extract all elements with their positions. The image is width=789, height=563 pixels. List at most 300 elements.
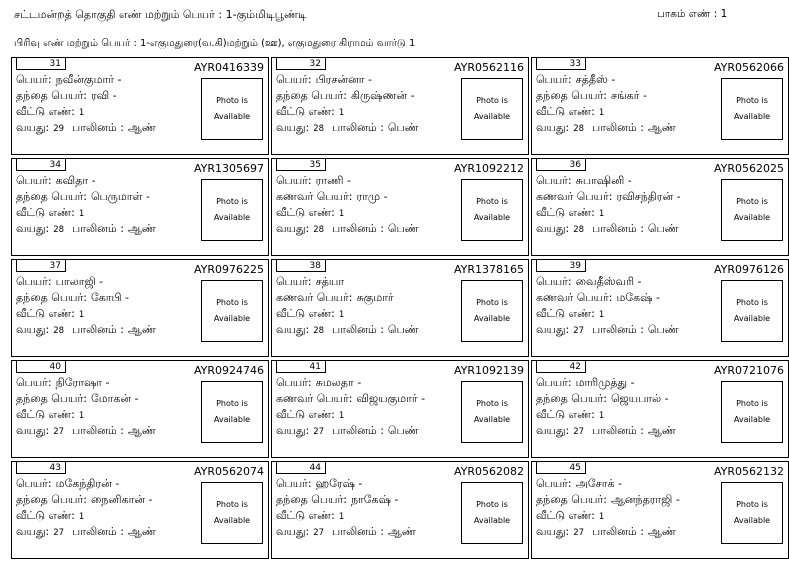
age-gender-line xyxy=(536,121,676,136)
voter-name: அசோக் - xyxy=(575,477,623,490)
epic-number: AYR0416339 xyxy=(193,61,264,74)
epic-number: AYR0562082 xyxy=(453,465,524,478)
name-label: பெயர்: xyxy=(536,376,572,389)
epic-number: AYR0562074 xyxy=(193,465,264,478)
name-line xyxy=(536,477,622,492)
age-gender-line xyxy=(16,121,156,136)
relation-name: ஜெயபால் - xyxy=(610,392,669,405)
voter-name: சுபாஷினி - xyxy=(575,174,632,187)
epic-number: AYR1092139 xyxy=(453,364,524,377)
gender-label: பாலினம் : xyxy=(592,424,644,437)
photo-text-1: Photo is xyxy=(216,298,248,307)
house-label: வீட்டு எண்: xyxy=(536,206,595,219)
house-number: 1 xyxy=(338,512,345,522)
house-number: 1 xyxy=(338,310,345,320)
serial-number: 36 xyxy=(536,159,586,171)
photo-text-1: Photo is xyxy=(476,197,508,206)
photo-text-2: Available xyxy=(213,213,251,222)
age-label: வயது: xyxy=(16,323,50,336)
serial-number: 43 xyxy=(16,462,66,474)
relation-name: நைனிகான் - xyxy=(90,493,153,506)
gender-value: ஆண் xyxy=(647,424,676,437)
photo-text-2: Available xyxy=(733,516,771,525)
house-number: 1 xyxy=(598,209,605,219)
gender-label: பாலினம் : xyxy=(72,121,124,134)
relation-name: மோகன் - xyxy=(90,392,139,405)
voter-card xyxy=(11,158,269,256)
house-label: வீட்டு எண்: xyxy=(536,408,595,421)
gender-value: பெண் xyxy=(647,222,679,235)
voter-card xyxy=(271,461,529,559)
serial-number: 40 xyxy=(16,361,66,373)
relation-name: கோபி - xyxy=(90,291,130,304)
epic-number: AYR1305697 xyxy=(193,162,264,175)
relation-name: ரவிசந்திரன் - xyxy=(616,190,681,203)
house-number: 1 xyxy=(598,310,605,320)
age-gender-line xyxy=(276,424,419,439)
age-gender-line xyxy=(276,323,419,338)
serial-number: 31 xyxy=(16,58,66,70)
serial-number: 38 xyxy=(276,260,326,272)
gender-label: பாலினம் : xyxy=(332,424,384,437)
house-label: வீட்டு எண்: xyxy=(16,408,75,421)
age-value: 27 xyxy=(53,528,65,538)
epic-number: AYR0721076 xyxy=(713,364,784,377)
relation-name: ஆனந்தராஜி - xyxy=(610,493,680,506)
gender-label: பாலினம் : xyxy=(72,222,124,235)
relation-label: தந்தை பெயர்: xyxy=(536,392,607,405)
gender-label: பாலினம் : xyxy=(332,525,384,538)
house-label: வீட்டு எண்: xyxy=(276,509,335,522)
section-value: 1-எகுமதுரை(வ.கி)மற்றும் (ஊ), எகுமதுரை கிராமம் வார்டு 1 xyxy=(140,38,416,49)
photo-text-2: Available xyxy=(733,314,771,323)
voter-card xyxy=(531,461,789,559)
name-label: பெயர்: xyxy=(276,477,312,490)
gender-value: ஆண் xyxy=(387,525,416,538)
photo-text-1: Photo is xyxy=(216,399,248,408)
name-line xyxy=(276,376,361,391)
house-label: வீட்டு எண்: xyxy=(16,105,75,118)
voter-card xyxy=(271,57,529,155)
house-label: வீட்டு எண்: xyxy=(276,307,335,320)
voter-card xyxy=(531,259,789,357)
photo-text-2: Available xyxy=(213,516,251,525)
photo-text-2: Available xyxy=(213,112,251,121)
relation-label: தந்தை பெயர்: xyxy=(16,392,87,405)
relation-name: பெருமாள் - xyxy=(90,190,150,203)
relation-line xyxy=(276,291,394,306)
house-number: 1 xyxy=(78,512,85,522)
photo-text-1: Photo is xyxy=(736,298,768,307)
name-label: பெயர்: xyxy=(276,174,312,187)
voter-name: பாலாஜி - xyxy=(55,275,104,288)
voter-card xyxy=(271,259,529,357)
relation-name: சங்கர் - xyxy=(610,89,647,102)
relation-line xyxy=(16,190,150,205)
house-line xyxy=(16,509,84,524)
name-label: பெயர்: xyxy=(276,376,312,389)
epic-number: AYR0976225 xyxy=(193,263,264,276)
name-label: பெயர்: xyxy=(276,73,312,86)
photo-placeholder xyxy=(201,179,263,241)
gender-label: பாலினம் : xyxy=(332,222,384,235)
house-label: வீட்டு எண்: xyxy=(276,206,335,219)
gender-label: பாலினம் : xyxy=(592,121,644,134)
voter-grid xyxy=(11,57,788,563)
relation-name: கிருஷ்ணன் - xyxy=(350,89,415,102)
photo-text-2: Available xyxy=(733,112,771,121)
photo-text-1: Photo is xyxy=(736,96,768,105)
age-label: வயது: xyxy=(276,121,310,134)
gender-label: பாலினம் : xyxy=(592,222,644,235)
photo-placeholder xyxy=(201,78,263,140)
relation-name: நாகேஷ் - xyxy=(350,493,399,506)
gender-value: ஆண் xyxy=(127,121,156,134)
relation-label: தந்தை பெயர்: xyxy=(536,89,607,102)
section-sep: : xyxy=(133,38,137,49)
house-line xyxy=(536,105,604,120)
age-value: 27 xyxy=(53,427,65,437)
gender-label: பாலினம் : xyxy=(592,525,644,538)
age-value: 28 xyxy=(53,326,65,336)
voter-name: நிரோஷா - xyxy=(55,376,110,389)
relation-line xyxy=(16,493,152,508)
house-number: 1 xyxy=(338,209,345,219)
photo-placeholder xyxy=(461,78,523,140)
relation-label: தந்தை பெயர்: xyxy=(16,190,87,203)
gender-value: ஆண் xyxy=(127,525,156,538)
name-line xyxy=(536,376,635,391)
voter-name: மகேந்திரன் - xyxy=(55,477,120,490)
serial-number: 34 xyxy=(16,159,66,171)
name-label: பெயர்: xyxy=(16,376,52,389)
gender-label: பாலினம் : xyxy=(592,323,644,336)
photo-text-2: Available xyxy=(473,314,511,323)
age-value: 29 xyxy=(53,124,65,134)
house-line xyxy=(536,509,604,524)
relation-line xyxy=(16,89,117,104)
voter-name: பிரசன்னா - xyxy=(315,73,372,86)
age-label: வயது: xyxy=(536,525,570,538)
voter-name: ஹரேஷ் - xyxy=(315,477,363,490)
name-line xyxy=(16,376,110,391)
age-value: 27 xyxy=(313,528,325,538)
serial-number: 44 xyxy=(276,462,326,474)
epic-number: AYR0562066 xyxy=(713,61,784,74)
age-gender-line xyxy=(276,121,419,136)
voter-card xyxy=(271,360,529,458)
epic-number: AYR1092212 xyxy=(453,162,524,175)
photo-text-1: Photo is xyxy=(736,399,768,408)
serial-number: 39 xyxy=(536,260,586,272)
photo-placeholder xyxy=(201,381,263,443)
photo-text-2: Available xyxy=(213,314,251,323)
age-value: 27 xyxy=(573,326,585,336)
voter-name: நவீன்குமார் - xyxy=(55,73,122,86)
relation-name: ரவி - xyxy=(90,89,117,102)
relation-name: விஜயகுமார் - xyxy=(356,392,426,405)
photo-text-2: Available xyxy=(213,415,251,424)
house-number: 1 xyxy=(78,411,85,421)
relation-line xyxy=(536,190,681,205)
constituency-label: சட்டமன்றத் தொகுதி எண் மற்றும் பெயர் xyxy=(14,8,215,21)
photo-text-1: Photo is xyxy=(736,500,768,509)
house-line xyxy=(536,408,604,423)
photo-placeholder xyxy=(461,381,523,443)
house-line xyxy=(276,408,344,423)
part-sep: : xyxy=(713,8,718,20)
photo-text-1: Photo is xyxy=(476,298,508,307)
photo-text-1: Photo is xyxy=(476,399,508,408)
part-header xyxy=(657,8,727,21)
voter-card xyxy=(271,158,529,256)
voter-card xyxy=(531,158,789,256)
relation-label: தந்தை பெயர்: xyxy=(16,291,87,304)
relation-line xyxy=(536,89,647,104)
house-label: வீட்டு எண்: xyxy=(536,509,595,522)
age-gender-line xyxy=(536,525,676,540)
voter-card xyxy=(11,461,269,559)
house-line xyxy=(276,307,344,322)
age-gender-line xyxy=(536,424,676,439)
house-line xyxy=(16,105,84,120)
gender-value: பெண் xyxy=(647,323,679,336)
relation-line xyxy=(276,493,398,508)
photo-placeholder xyxy=(721,78,783,140)
house-line xyxy=(16,206,84,221)
house-number: 1 xyxy=(598,512,605,522)
relation-label: கணவர் பெயர்: xyxy=(276,291,353,304)
gender-label: பாலினம் : xyxy=(72,424,124,437)
age-value: 28 xyxy=(313,326,325,336)
name-line xyxy=(536,275,641,290)
age-label: வயது: xyxy=(276,222,310,235)
photo-text-1: Photo is xyxy=(476,500,508,509)
voter-card xyxy=(531,57,789,155)
house-label: வீட்டு எண்: xyxy=(276,105,335,118)
serial-number: 42 xyxy=(536,361,586,373)
house-number: 1 xyxy=(78,310,85,320)
photo-text-1: Photo is xyxy=(216,96,248,105)
house-line xyxy=(536,206,604,221)
photo-text-2: Available xyxy=(473,213,511,222)
age-gender-line xyxy=(16,525,156,540)
section-header xyxy=(14,38,415,50)
gender-label: பாலினம் : xyxy=(72,525,124,538)
house-number: 1 xyxy=(598,108,605,118)
epic-number: AYR0562025 xyxy=(713,162,784,175)
age-value: 27 xyxy=(573,427,585,437)
relation-line xyxy=(536,392,669,407)
age-value: 28 xyxy=(313,225,325,235)
photo-text-1: Photo is xyxy=(216,500,248,509)
house-number: 1 xyxy=(338,108,345,118)
gender-value: ஆண் xyxy=(127,424,156,437)
house-number: 1 xyxy=(338,411,345,421)
age-label: வயது: xyxy=(536,121,570,134)
house-line xyxy=(276,509,344,524)
age-value: 28 xyxy=(573,124,585,134)
photo-placeholder xyxy=(461,280,523,342)
relation-label: கணவர் பெயர்: xyxy=(536,291,613,304)
age-label: வயது: xyxy=(16,424,50,437)
photo-text-2: Available xyxy=(473,415,511,424)
age-value: 28 xyxy=(53,225,65,235)
voter-card xyxy=(11,259,269,357)
age-label: வயது: xyxy=(16,222,50,235)
name-line xyxy=(276,477,362,492)
epic-number: AYR1378165 xyxy=(453,263,524,276)
epic-number: AYR0976126 xyxy=(713,263,784,276)
house-label: வீட்டு எண்: xyxy=(16,307,75,320)
gender-value: பெண் xyxy=(387,121,419,134)
gender-value: பெண் xyxy=(387,424,419,437)
name-line xyxy=(16,174,96,189)
name-label: பெயர்: xyxy=(536,275,572,288)
age-label: வயது: xyxy=(16,121,50,134)
epic-number: AYR0562132 xyxy=(713,465,784,478)
serial-number: 33 xyxy=(536,58,586,70)
name-line xyxy=(276,275,344,290)
photo-text-1: Photo is xyxy=(216,197,248,206)
relation-label: தந்தை பெயர்: xyxy=(536,493,607,506)
voter-card xyxy=(531,360,789,458)
gender-value: ஆண் xyxy=(127,222,156,235)
age-gender-line xyxy=(276,525,416,540)
gender-value: ஆண் xyxy=(647,525,676,538)
gender-label: பாலினம் : xyxy=(332,323,384,336)
age-gender-line xyxy=(276,222,419,237)
age-label: வயது: xyxy=(276,525,310,538)
voter-name: சத்யா xyxy=(315,275,345,288)
house-line xyxy=(16,408,84,423)
photo-placeholder xyxy=(721,482,783,544)
gender-value: பெண் xyxy=(387,222,419,235)
name-label: பெயர்: xyxy=(16,477,52,490)
relation-name: ராமு - xyxy=(356,190,388,203)
photo-text-2: Available xyxy=(733,213,771,222)
age-value: 28 xyxy=(313,124,325,134)
voter-card xyxy=(11,360,269,458)
constituency-sep: : xyxy=(218,8,223,21)
age-label: வயது: xyxy=(536,323,570,336)
photo-placeholder xyxy=(201,482,263,544)
photo-text-1: Photo is xyxy=(736,197,768,206)
house-label: வீட்டு எண்: xyxy=(536,105,595,118)
photo-placeholder xyxy=(721,179,783,241)
relation-line xyxy=(276,89,415,104)
age-gender-line xyxy=(16,323,156,338)
epic-number: AYR0562116 xyxy=(453,61,524,74)
house-label: வீட்டு எண்: xyxy=(16,509,75,522)
name-label: பெயர்: xyxy=(16,275,52,288)
age-gender-line xyxy=(536,222,679,237)
name-line xyxy=(16,477,119,492)
voter-name: வைதீஸ்வரி - xyxy=(575,275,642,288)
gender-label: பாலினம் : xyxy=(72,323,124,336)
name-label: பெயர்: xyxy=(276,275,312,288)
relation-line xyxy=(276,392,425,407)
gender-label: பாலினம் : xyxy=(332,121,384,134)
part-label: பாகம் எண் xyxy=(657,8,711,20)
gender-value: பெண் xyxy=(387,323,419,336)
serial-number: 41 xyxy=(276,361,326,373)
age-label: வயது: xyxy=(276,424,310,437)
gender-value: ஆண் xyxy=(647,121,676,134)
relation-line xyxy=(16,291,129,306)
name-line xyxy=(536,174,632,189)
voter-name: சத்தீஸ் - xyxy=(575,73,616,86)
age-value: 27 xyxy=(573,528,585,538)
photo-placeholder xyxy=(461,482,523,544)
house-label: வீட்டு எண்: xyxy=(536,307,595,320)
house-line xyxy=(16,307,84,322)
house-line xyxy=(276,105,344,120)
voter-name: ராணி - xyxy=(315,174,351,187)
name-label: பெயர்: xyxy=(16,174,52,187)
photo-text-2: Available xyxy=(473,516,511,525)
relation-label: கணவர் பெயர்: xyxy=(536,190,613,203)
section-label: பிரிவு எண் மற்றும் பெயர் xyxy=(14,38,131,49)
gender-value: ஆண் xyxy=(127,323,156,336)
age-gender-line xyxy=(536,323,679,338)
photo-text-2: Available xyxy=(473,112,511,121)
photo-text-1: Photo is xyxy=(476,96,508,105)
house-number: 1 xyxy=(78,108,85,118)
name-line xyxy=(16,73,121,88)
relation-name: சுகுமார் xyxy=(356,291,394,304)
age-value: 27 xyxy=(313,427,325,437)
relation-label: தந்தை பெயர்: xyxy=(16,89,87,102)
age-gender-line xyxy=(16,222,156,237)
name-line xyxy=(276,174,351,189)
serial-number: 35 xyxy=(276,159,326,171)
relation-line xyxy=(276,190,388,205)
name-label: பெயர்: xyxy=(536,174,572,187)
photo-placeholder xyxy=(721,381,783,443)
epic-number: AYR0924746 xyxy=(193,364,264,377)
name-line xyxy=(276,73,372,88)
serial-number: 32 xyxy=(276,58,326,70)
serial-number: 45 xyxy=(536,462,586,474)
age-label: வயது: xyxy=(16,525,50,538)
name-line xyxy=(16,275,103,290)
house-label: வீட்டு எண்: xyxy=(16,206,75,219)
relation-label: தந்தை பெயர்: xyxy=(16,493,87,506)
photo-text-2: Available xyxy=(733,415,771,424)
part-value: 1 xyxy=(720,8,728,20)
voter-name: சுமலதா - xyxy=(315,376,362,389)
house-label: வீட்டு எண்: xyxy=(276,408,335,421)
relation-label: தந்தை பெயர்: xyxy=(276,493,347,506)
relation-line xyxy=(536,493,680,508)
house-line xyxy=(536,307,604,322)
house-number: 1 xyxy=(598,411,605,421)
photo-placeholder xyxy=(721,280,783,342)
constituency-header xyxy=(14,8,307,23)
relation-label: கணவர் பெயர்: xyxy=(276,190,353,203)
voter-name: மாரிமுத்து - xyxy=(575,376,635,389)
relation-line xyxy=(16,392,139,407)
name-label: பெயர்: xyxy=(536,73,572,86)
age-label: வயது: xyxy=(536,222,570,235)
photo-placeholder xyxy=(461,179,523,241)
name-line xyxy=(536,73,615,88)
house-line xyxy=(276,206,344,221)
constituency-value: 1-கும்மிடிபூண்டி xyxy=(225,8,307,21)
age-value: 28 xyxy=(573,225,585,235)
house-number: 1 xyxy=(78,209,85,219)
